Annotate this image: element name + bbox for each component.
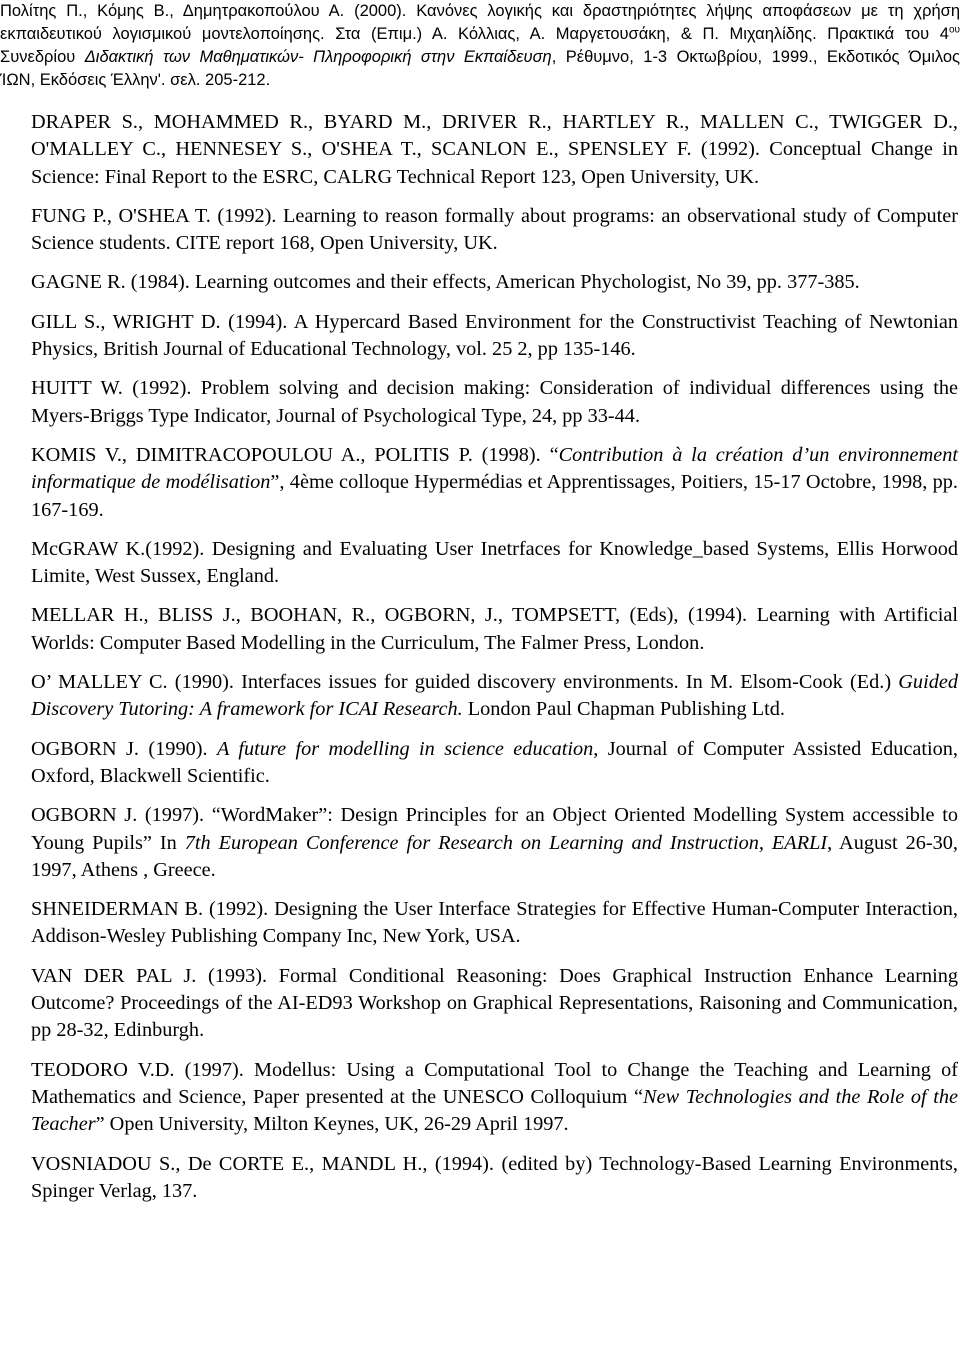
citation-header xyxy=(0,0,960,92)
reference-entry xyxy=(31,963,958,1045)
reference-text: FUNG P., O'SHEA T. (1992). Learning to reason formally about programs: an observational study of Computer Science students. CITE report 168, Open University, UK. xyxy=(31,204,958,255)
header-line-2-text: εκπαιδευτικού λογισμικού μοντελοποίησης. Στα (Επιμ.) Α. Κόλλιας, Α. Μαργετουσάκη, & Π. Μιχαηλίδης. Πρακτικά του 4 xyxy=(0,25,949,43)
reference-list xyxy=(31,109,958,1217)
reference-text: VAN DER PAL J. (1993). Formal Conditional Reasoning: Does Graphical Instruction Enhance Learning Outcome? Proceedings of the AI-ED93 Workshop on Graphical Representations, Raisoning and Communication, pp 28-32, Edinburgh. xyxy=(31,964,958,1042)
reference-text: McGRAW K.(1992). Designing and Evaluating User Inetrfaces for Knowledge_based Systems, Ellis Horwood Limite, West Sussex, England. xyxy=(31,537,958,588)
reference-text: DRAPER S., MOHAMMED R., BYARD M., DRIVER R., HARTLEY R., MALLEN C., TWIGGER D., O'MALLEY C., HENNESEY S., O'SHEA T., SCANLON E., SPENSLEY F. (1992). Conceptual Change in Science: Final Report to the ESRC, CALRG Technical Report 123, Open University, UK. xyxy=(31,111,958,188)
reference-italic: Contribution à la création d’un environnement informatique de modélisation xyxy=(31,443,958,494)
reference-text: SHNEIDERMAN B. (1992). Designing the User Interface Strategies for Effective Human-Computer Interaction, Addison-Wesley Publishing Company Inc, New York, USA. xyxy=(31,898,958,948)
reference-text: HUITT W. (1992). Problem solving and decision making: Consideration of individual differences using the Myers-Briggs Type Indicator, Journal of Psychological Type, 24, pp 33-44. xyxy=(31,377,958,427)
header-line-3 xyxy=(0,46,960,69)
reference-italic: A future for modelling in science education xyxy=(216,737,594,760)
header-line-3-a: Συνεδρίου xyxy=(0,48,85,66)
reference-entry xyxy=(31,1151,958,1206)
reference-entry xyxy=(31,896,958,951)
reference-text: , Journal of Computer Assisted Education, Oxford, Blackwell Scientific. xyxy=(31,737,958,787)
reference-entry xyxy=(31,269,958,296)
reference-entry xyxy=(31,669,958,724)
reference-entry xyxy=(31,309,958,364)
header-line-2 xyxy=(0,23,960,46)
reference-text: O’ MALLEY C. (1990). Interfaces issues for guided discovery environments. In M. Elsom-Cook (Ed.) xyxy=(31,671,899,694)
reference-text: London Paul Chapman Publishing Ltd. xyxy=(462,698,785,721)
reference-entry xyxy=(31,602,958,657)
reference-text: , August 26-30, 1997, Athens , Greece. xyxy=(31,831,959,881)
reference-text: OGBORN J. (1990). xyxy=(31,737,217,760)
header-line-3-italic: Διδακτική των Μαθηματικών- Πληροφορική στην Εκπαίδευση xyxy=(84,48,552,66)
reference-text: ”, 4ème colloque Hypermédias et Apprentissages, Poitiers, 15-17 Octobre, 1998, pp. 167-169. xyxy=(31,471,958,521)
reference-entry xyxy=(31,109,958,191)
header-line-1: Πολίτης Π., Κόμης Β., Δημητρακοπούλου Α. (2000). Κανόνες λογικής και δραστηριότητες λήψης αποφάσεων με τη χρήση xyxy=(0,2,960,20)
reference-entry xyxy=(31,802,958,884)
reference-italic: 7th European Conference for Research on Learning and Instruction, EARLI xyxy=(184,831,828,854)
reference-entry xyxy=(31,375,958,430)
reference-text: GAGNE R. (1984). Learning outcomes and their effects, American Phychologist, No 39, pp. 377-385. xyxy=(31,271,860,294)
reference-entry xyxy=(31,442,958,524)
reference-entry xyxy=(31,203,958,258)
reference-text: GILL S., WRIGHT D. (1994). A Hypercard Based Environment for the Constructivist Teaching of Newtonian Physics, British Journal of Educational Technology, vol. 25 2, pp 135-146. xyxy=(31,310,958,361)
reference-text: ” Open University, Milton Keynes, UK, 26-29 April 1997. xyxy=(95,1113,569,1136)
reference-entry xyxy=(31,1057,958,1139)
reference-text: VOSNIADOU S., De CORTE E., MANDL H., (1994). (edited by) Technology-Based Learning Environments, Spinger Verlag, 137. xyxy=(31,1152,958,1202)
reference-text: KOMIS V., DIMITRACOPOULOU A., POLITIS P. (1998). “ xyxy=(31,443,559,466)
reference-text: OGBORN J. (1997). “WordMaker”: Design Principles for an Object Oriented Modelling System accessible to Young Pupils” In xyxy=(31,804,958,854)
reference-italic: Guided Discovery Tutoring: A framework for ICAI Research. xyxy=(31,671,958,721)
reference-entry xyxy=(31,536,958,591)
header-line-4: ΊΩΝ, Εκδόσεις Έλλην'. σελ. 205-212. xyxy=(0,71,271,89)
reference-text: TEODORO V.D. (1997). Modellus: Using a Computational Tool to Change the Teaching and Learning of Mathematics and Science, Paper presented at the UNESCO Colloquium “ xyxy=(31,1058,958,1108)
header-line-3-b: , Ρέθυμνο, 1-3 Οκτωβρίου, 1999., Εκδοτικός Όμιλος xyxy=(551,48,960,66)
reference-entry xyxy=(31,736,958,791)
reference-text: MELLAR H., BLISS J., BOOHAN, R., OGBORN, J., TOMPSETT, (Eds), (1994). Learning with Artificial Worlds: Computer Based Modelling in the Curriculum, The Falmer Press, London. xyxy=(31,604,958,654)
header-superscript: ου xyxy=(948,24,960,36)
reference-italic: New Technologies and the Role of the Teacher xyxy=(31,1085,958,1136)
